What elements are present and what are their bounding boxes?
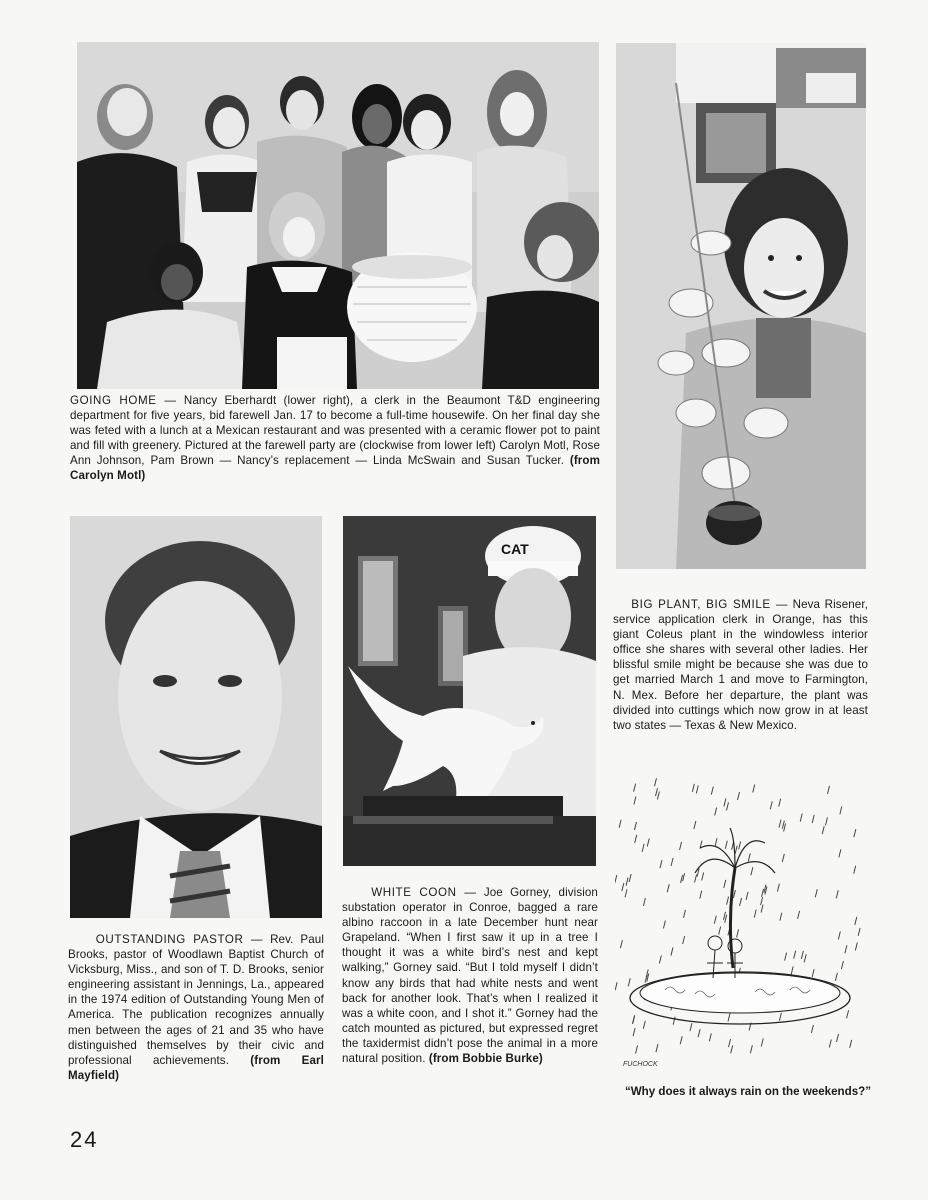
- rain-stroke: [634, 796, 636, 804]
- rain-stroke: [727, 897, 729, 905]
- rain-stroke: [694, 821, 696, 829]
- rain-stroke: [785, 953, 787, 961]
- big-plant-photo: [616, 43, 866, 569]
- rain-stroke: [683, 910, 685, 918]
- rain-stroke: [811, 1025, 813, 1033]
- rain-stroke: [715, 838, 717, 846]
- rain-stroke: [671, 948, 673, 956]
- white-coon-photo: [343, 516, 596, 866]
- rain-stroke: [642, 844, 644, 852]
- rain-stroke: [748, 853, 750, 861]
- outstanding-pastor-caption: [68, 932, 324, 1083]
- rain-stroke: [636, 1045, 638, 1053]
- rain-stroke: [791, 966, 793, 974]
- rain-stroke: [620, 940, 622, 948]
- rain-stroke: [761, 905, 763, 913]
- white-coon-credit: (from Bobbie Burke): [428, 1052, 543, 1066]
- rain-stroke: [739, 841, 741, 849]
- outstanding-pastor-head: OUTSTANDING PASTOR —: [95, 933, 264, 946]
- rain-stroke: [700, 891, 702, 899]
- rain-stroke: [770, 801, 772, 809]
- rain-stroke: [754, 910, 756, 918]
- rain-stroke: [667, 884, 669, 892]
- rain-stroke: [782, 821, 784, 829]
- rain-stroke: [735, 846, 737, 854]
- rain-stroke: [633, 1028, 635, 1036]
- big-plant-head: BIG PLANT, BIG SMILE —: [631, 598, 789, 611]
- white-coon-text: Joe Gorney, division substation operator in Conroe, bagged a rare albino raccoon in a late December hunt near Grapeland. “When I first saw it up in a tree I thought it was a white bird’s nest and kept walking,” Gorney said. “But I told myself I didn’t know any birds that had white nests and went back for another look. That’s when I realized it was a white coon, and I shot it.” Gorney had the catch mounted as pictured, but expressed regret the taxidermist didn’t pose the animal in a more natural position.: [342, 886, 598, 1066]
- rain-stroke: [663, 920, 665, 928]
- rain-stroke: [841, 961, 843, 969]
- rain-stroke: [847, 1010, 849, 1018]
- rain-stroke: [634, 784, 636, 792]
- rain-stroke: [854, 829, 856, 837]
- going-home-caption: [70, 393, 600, 484]
- rain-stroke: [625, 889, 627, 897]
- rain-stroke: [683, 936, 685, 944]
- rain-stroke: [726, 802, 728, 810]
- big-plant-caption: [613, 597, 868, 733]
- rain-stroke: [839, 849, 841, 857]
- rain-stroke: [715, 807, 717, 815]
- rain-stroke: [615, 875, 617, 883]
- rain-cartoon: [615, 778, 867, 1078]
- rain-stroke: [673, 1017, 675, 1025]
- rain-stroke: [656, 788, 658, 796]
- rain-stroke: [725, 915, 727, 923]
- rain-stroke: [647, 838, 649, 846]
- outstanding-pastor-text: Rev. Paul Brooks, pastor of Woodlawn Baptist Church of Vicksburg, Miss., and son of T. D. Brooks, senior engineering assistant in Jennings, La., appeared in the 1974 edition of Outstanding Young Men of America. The publication recognizes annually men between the ages of 21 and 35 who have distinguished themselves by their civic and professional achievements.: [68, 933, 324, 1067]
- rain-stroke: [723, 912, 725, 920]
- rain-stroke: [836, 890, 838, 898]
- rain-stroke: [858, 928, 860, 936]
- rain-stroke: [719, 927, 721, 935]
- rain-stroke: [695, 875, 697, 883]
- rain-stroke: [746, 892, 748, 900]
- rain-stroke: [784, 824, 786, 832]
- rain-stroke: [628, 978, 630, 986]
- rain-stroke: [855, 942, 857, 950]
- rain-stroke: [643, 898, 645, 906]
- rain-stroke: [698, 1029, 700, 1037]
- rain-stroke: [733, 890, 735, 898]
- rain-stroke: [681, 875, 683, 883]
- rain-stroke: [622, 883, 624, 891]
- cat-cap-logo: CAT: [501, 541, 529, 557]
- rain-stroke: [660, 860, 662, 868]
- rain-stroke: [656, 1044, 658, 1052]
- rain-stroke: [737, 929, 739, 937]
- rain-stroke: [800, 814, 802, 822]
- rain-stroke: [643, 1021, 645, 1029]
- rain-stroke: [680, 842, 682, 850]
- cartoon-caption: “Why does it always rain on the weekends?”: [624, 1085, 872, 1098]
- rain-stroke: [798, 911, 800, 919]
- rain-stroke: [855, 917, 857, 925]
- rain-stroke: [671, 858, 673, 866]
- rain-stroke: [731, 1045, 733, 1053]
- rain-stroke: [822, 826, 824, 834]
- white-coon-head: WHITE COON —: [371, 886, 477, 899]
- rain-stroke: [657, 792, 659, 800]
- rain-stroke: [761, 1038, 763, 1046]
- rain-stroke: [711, 787, 713, 795]
- cartoon-signature: FUCHOCK: [623, 1061, 658, 1068]
- rain-stroke: [794, 951, 796, 959]
- rain-stroke: [812, 815, 814, 823]
- rain-stroke: [619, 820, 621, 828]
- going-home-text: Nancy Eberhardt (lower right), a clerk in the Beaumont T&D engineering department for five years, bid farewell Jan. 17 to become a full-time housewife. On her final day she was feted with a lunch at a Mexican restaurant and was presented with a ceramic flower pot to paint and fill with greenery. Pictured at the farewell party are (clockwise from lower left) Carolyn Motl, Rose Ann Johnson, Pam Brown — Nancy’s replacement — Linda McSwain and Susan Tucker.: [70, 394, 600, 468]
- rain-stroke: [845, 945, 847, 953]
- rain-stroke: [840, 806, 842, 814]
- rain-stroke: [615, 982, 617, 990]
- rain-stroke: [751, 867, 753, 875]
- rain-stroke: [690, 1023, 692, 1031]
- rain-stroke: [782, 854, 784, 862]
- rain-stroke: [629, 874, 631, 882]
- rain-stroke: [836, 1034, 838, 1042]
- rain-stroke: [827, 786, 829, 794]
- going-home-head: GOING HOME —: [70, 394, 177, 407]
- rain-stroke: [838, 931, 840, 939]
- rain-stroke: [779, 1013, 781, 1021]
- rain-stroke: [634, 822, 636, 830]
- rain-stroke: [714, 916, 716, 924]
- rain-stroke: [780, 913, 782, 921]
- rain-stroke: [696, 785, 698, 793]
- rain-stroke: [777, 884, 779, 892]
- rain-stroke: [659, 956, 661, 964]
- rain-stroke: [683, 873, 685, 881]
- rain-stroke: [801, 951, 803, 959]
- big-plant-text: Neva Risener, service application clerk in Orange, has this giant Coleus plant in the windowless interior office she shares with several other ladies. Her blissful smile might be because she was due to get married March 1 and move to Farmington, N. Mex. Before her departure, the plant was divided into cuttings which now grow in at least two states — Texas & New Mexico.: [613, 598, 868, 732]
- rain-stroke: [680, 1036, 682, 1044]
- rain-stroke: [654, 778, 656, 786]
- rain-stroke: [725, 841, 727, 849]
- rain-stroke: [829, 1039, 831, 1047]
- rain-stroke: [750, 1045, 752, 1053]
- rain-stroke: [635, 835, 637, 843]
- going-home-credit: (from Carolyn Motl): [70, 454, 600, 483]
- rain-stroke: [724, 798, 726, 806]
- rain-stroke: [709, 1033, 711, 1041]
- rain-stroke: [753, 785, 755, 793]
- rain-stroke: [728, 1014, 730, 1022]
- page-number: 24: [70, 1127, 99, 1152]
- rain-stroke: [804, 954, 806, 962]
- rain-stroke: [737, 792, 739, 800]
- rain-stroke: [692, 784, 694, 792]
- rain-stroke: [761, 897, 763, 905]
- rain-stroke: [779, 799, 781, 807]
- rain-stroke: [779, 820, 781, 828]
- rain-stroke: [835, 973, 837, 981]
- rain-stroke: [812, 969, 814, 977]
- rain-stroke: [729, 1039, 731, 1047]
- white-coon-caption: [342, 885, 598, 1066]
- rain-stroke: [762, 889, 764, 897]
- rain-stroke: [850, 1040, 852, 1048]
- rain-stroke: [825, 817, 827, 825]
- rain-stroke: [815, 889, 817, 897]
- going-home-photo: [77, 42, 599, 389]
- rain-stroke: [724, 880, 726, 888]
- outstanding-pastor-credit: (from Earl Mayfield): [68, 1053, 324, 1082]
- rain-stroke: [740, 898, 742, 906]
- rain-stroke: [626, 878, 628, 886]
- rain-stroke: [702, 873, 704, 881]
- outstanding-pastor-photo: [70, 516, 322, 918]
- rain-stroke: [854, 866, 856, 874]
